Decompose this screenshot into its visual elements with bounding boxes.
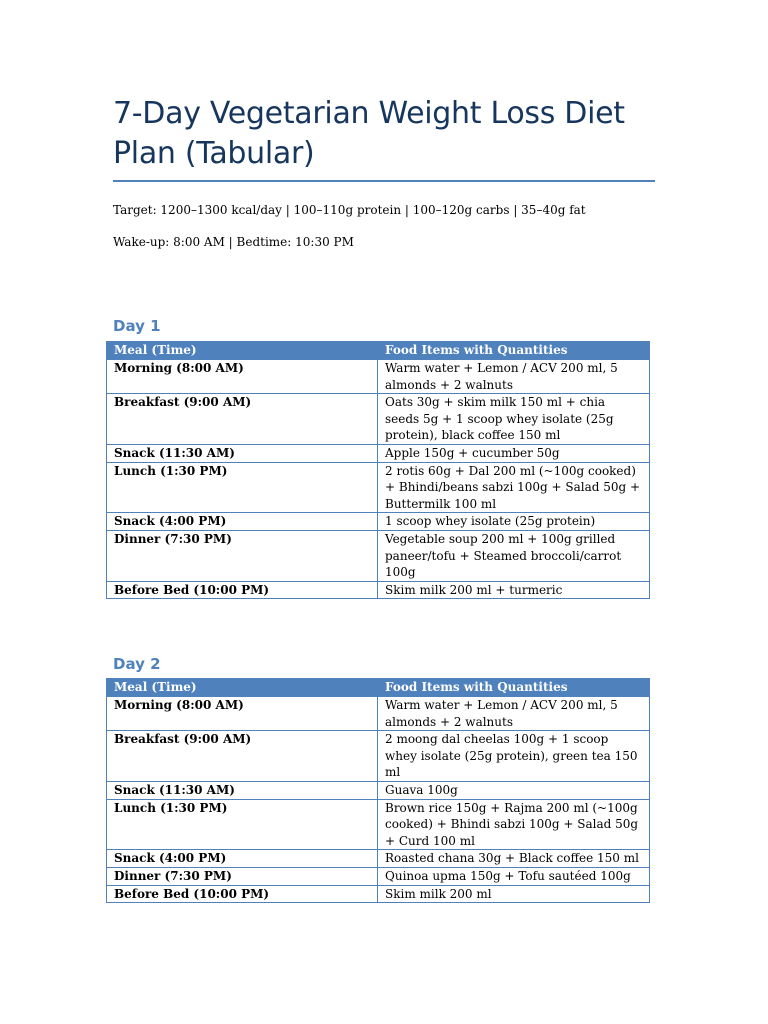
table-row — [107, 581, 650, 599]
food-items-cell: Skim milk 200 ml — [378, 885, 650, 903]
table-header-row — [107, 679, 650, 697]
food-items-cell: Oats 30g + skim milk 150 ml + chia seeds 5g + 1 scoop whey isolate (25g protein), black coffee 150 ml — [378, 394, 650, 445]
day-2-heading: Day 2 — [113, 655, 161, 673]
table-row — [107, 360, 650, 394]
meal-time-cell: Lunch (1:30 PM) — [107, 799, 378, 850]
day-2-table — [106, 678, 650, 903]
table-row — [107, 697, 650, 731]
meal-time-cell: Morning (8:00 AM) — [107, 697, 378, 731]
meal-time-cell: Before Bed (10:00 PM) — [107, 581, 378, 599]
meal-time-cell: Before Bed (10:00 PM) — [107, 885, 378, 903]
meal-time-cell: Snack (4:00 PM) — [107, 850, 378, 868]
meal-time-cell: Dinner (7:30 PM) — [107, 867, 378, 885]
table-header-row — [107, 342, 650, 360]
column-header-meal: Meal (Time) — [107, 679, 378, 697]
meal-time-cell: Breakfast (9:00 AM) — [107, 394, 378, 445]
food-items-cell: Skim milk 200 ml + turmeric — [378, 581, 650, 599]
table-row — [107, 781, 650, 799]
table-row — [107, 850, 650, 868]
column-header-meal: Meal (Time) — [107, 342, 378, 360]
meal-time-cell: Snack (4:00 PM) — [107, 513, 378, 531]
food-items-cell: Guava 100g — [378, 781, 650, 799]
food-items-cell: Apple 150g + cucumber 50g — [378, 444, 650, 462]
food-items-cell: Quinoa upma 150g + Tofu sautéed 100g — [378, 867, 650, 885]
food-items-cell: 2 rotis 60g + Dal 200 ml (~100g cooked) + Bhindi/beans sabzi 100g + Salad 50g + Buttermilk 100 ml — [378, 462, 650, 513]
food-items-cell: Brown rice 150g + Rajma 200 ml (~100g cooked) + Bhindi sabzi 100g + Salad 50g + Curd 100 ml — [378, 799, 650, 850]
food-items-cell: 1 scoop whey isolate (25g protein) — [378, 513, 650, 531]
table-row — [107, 867, 650, 885]
meal-time-cell: Snack (11:30 AM) — [107, 444, 378, 462]
table-row — [107, 731, 650, 782]
meal-time-cell: Lunch (1:30 PM) — [107, 462, 378, 513]
food-items-cell: Warm water + Lemon / ACV 200 ml, 5 almonds + 2 walnuts — [378, 697, 650, 731]
meal-time-cell: Breakfast (9:00 AM) — [107, 731, 378, 782]
table-row — [107, 444, 650, 462]
food-items-cell: Warm water + Lemon / ACV 200 ml, 5 almonds + 2 walnuts — [378, 360, 650, 394]
food-items-cell: Vegetable soup 200 ml + 100g grilled paneer/tofu + Steamed broccoli/carrot 100g — [378, 530, 650, 581]
table-row — [107, 462, 650, 513]
target-line: Target: 1200–1300 kcal/day | 100–110g protein | 100–120g carbs | 35–40g fat — [113, 203, 586, 217]
day-1-table — [106, 341, 650, 599]
schedule-line: Wake-up: 8:00 AM | Bedtime: 10:30 PM — [113, 235, 354, 249]
table-row — [107, 513, 650, 531]
column-header-food: Food Items with Quantities — [378, 342, 650, 360]
table-row — [107, 394, 650, 445]
day-1-heading: Day 1 — [113, 317, 161, 335]
food-items-cell: Roasted chana 30g + Black coffee 150 ml — [378, 850, 650, 868]
meal-time-cell: Morning (8:00 AM) — [107, 360, 378, 394]
meal-time-cell: Snack (11:30 AM) — [107, 781, 378, 799]
table-row — [107, 530, 650, 581]
table-row — [107, 799, 650, 850]
food-items-cell: 2 moong dal cheelas 100g + 1 scoop whey isolate (25g protein), green tea 150 ml — [378, 731, 650, 782]
page-title: 7-Day Vegetarian Weight Loss Diet Plan (Tabular) — [113, 96, 625, 171]
title-divider — [113, 180, 655, 182]
column-header-food: Food Items with Quantities — [378, 679, 650, 697]
meal-time-cell: Dinner (7:30 PM) — [107, 530, 378, 581]
table-row — [107, 885, 650, 903]
